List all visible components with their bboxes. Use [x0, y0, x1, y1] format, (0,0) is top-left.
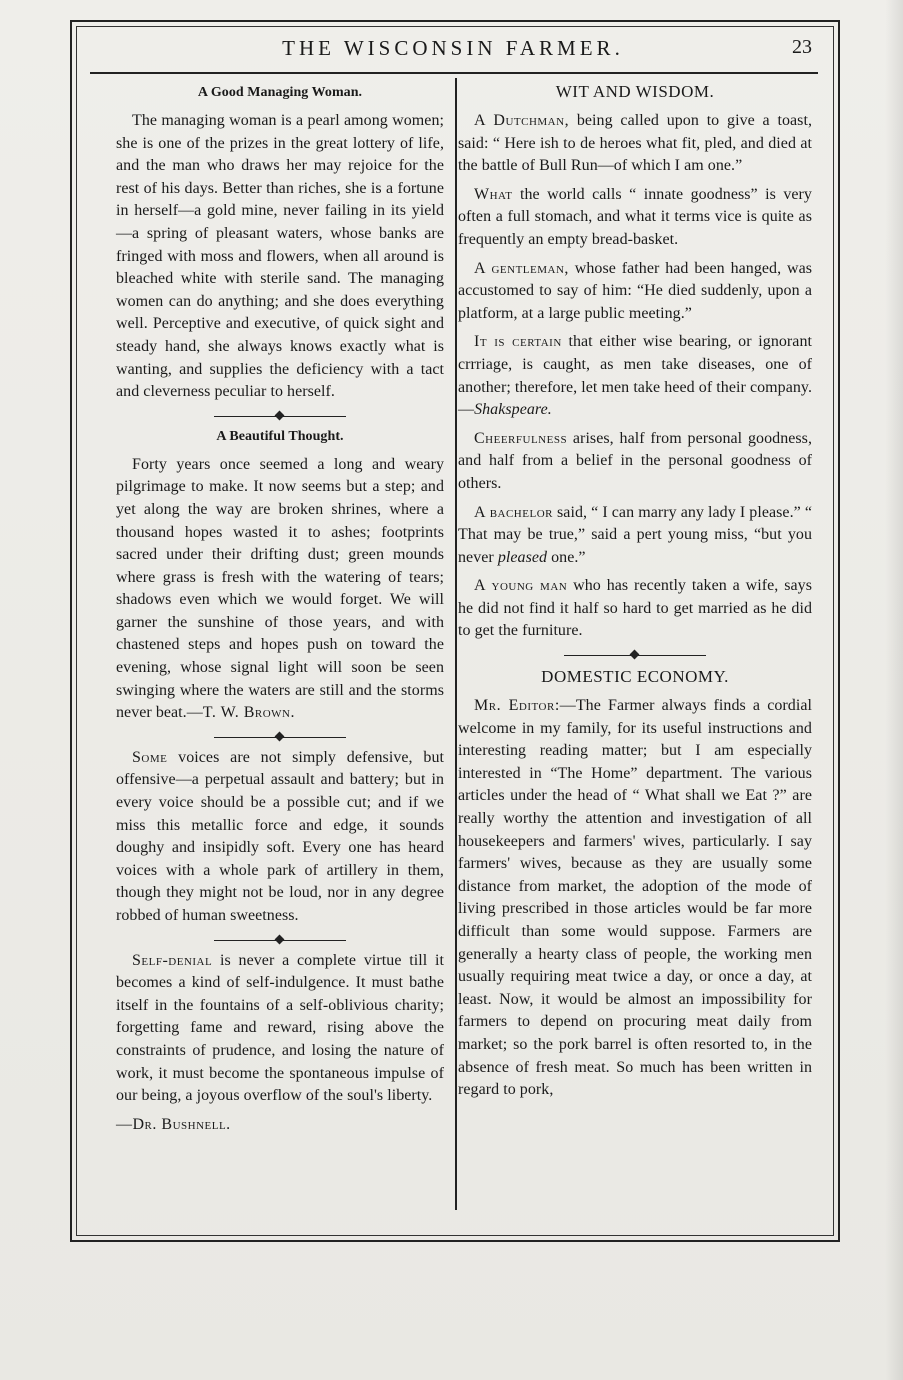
- domestic-text: —The Farmer always finds a cordial welcome in my family, for its useful instructions and interesting reading matter; but I am especially interested in “The Home” department. The various articles under the head of “ What shall we Eat ?” are really worthy the attention and investigation of all housekeepers and farmers' wives, particularly. I say farmers' wives, because as they are usually some distance from market, the adoption of the mode of living prescribed in those articles would be far more difficult than some would suppose. Farmers are generally a hearty class of people, the working men usually requiring meat twice a day, or once a day, at least. Now, it would be almost an impossibility for farmers to depend on procuring meat daily from market; so the pork barrel is often resorted to, in the absence of fresh meat. So much has been written in regard to pork,: [458, 697, 812, 1099]
- beautiful-thought-title: A Beautiful Thought.: [216, 428, 344, 444]
- wit-item-lead: What: [474, 185, 513, 203]
- self-denial-paragraph: [116, 950, 444, 1108]
- wit-item: [458, 428, 812, 496]
- wit-item-text: who has recently taken a wife, says he did not find it half so hard to get married as he did to get the furniture.: [458, 577, 812, 640]
- wit-and-wisdom-title: WIT AND WISDOM.: [555, 82, 715, 101]
- left-column: [116, 80, 444, 1142]
- wit-item-text: being called upon to give a toast, said: “ Here ish to de heroes what fit, pled, and died at the battle of Bull Run—of which I am one.”: [458, 112, 812, 175]
- wit-item-attribution: Shakspeare.: [474, 401, 552, 419]
- voices-paragraph: [116, 747, 444, 928]
- wit-item: [458, 575, 812, 643]
- wit-item-emphasis: pleased: [497, 548, 548, 566]
- beautiful-thought-paragraph: [116, 454, 444, 725]
- wit-item: [458, 110, 812, 178]
- section-separator: [116, 934, 444, 946]
- good-woman-title: A Good Managing Woman.: [197, 85, 363, 100]
- wit-item-text: that either wise bearing, or ignorant crrriage, is caught, as men take diseases, one of another; therefore, let men take heed of their company.—: [458, 333, 812, 419]
- wit-item-text: arises, half from personal goodness, and half from a belief in the personal goodness of others.: [458, 429, 812, 492]
- wit-item: [458, 331, 812, 421]
- self-denial-text: is never a complete virtue till it becomes a kind of self-indulgence. It must bathe itself in the fountains of a self-oblivious charity; forgetting fame and reward, rising above the constraints of prudence, and losing the nature of work, it must become the spontaneous impulse of our being, a joyous overflow of the soul's liberty.: [116, 951, 444, 1105]
- domestic-lead: Mr. Editor:: [474, 697, 560, 715]
- self-denial-signature-line: [116, 1114, 444, 1137]
- wit-item-text: said, “ I can marry any lady I please.” “ That may be true,” said a pert young miss, “but you never: [458, 503, 812, 566]
- wit-item: [458, 502, 812, 570]
- wit-item: [458, 258, 812, 326]
- wit-item-lead: A young man: [474, 577, 568, 595]
- beautiful-thought-text: Forty years once seemed a long and weary pilgrimage to make. It now seems but a step; and yet along the way are broken shrines, where a thousand hopes wasted it to ashes; footprints sacred under their drifting dust; green mounds where grass is fresh with the watering of tears; shadows even which we would forget. We will garner the sunshine of those years, and with chastened steps and hopes push on toward the evening, whose signal light will soon be seen swinging where the waters are still and the storms never beat.—: [116, 455, 444, 722]
- wit-item-lead: A Dutchman,: [474, 112, 570, 129]
- beautiful-thought-signature: T. W. Brown.: [202, 704, 295, 722]
- running-title: THE WISCONSIN FARMER.: [282, 36, 624, 60]
- voices-text: voices are not simply defensive, but offensive—a perpetual assault and battery; but in every voice should be a possible cut; and if we miss this metallic force and edge, it sounds doughy and insipidly soft. Every one has heard voices with a whole park of artillery in them, though they might not be loud, nor in any degree robbed of human sweetness.: [116, 748, 444, 924]
- header-rule: [90, 72, 818, 74]
- domestic-economy-paragraph: [458, 695, 812, 1102]
- section-separator: [116, 731, 444, 743]
- page-edge-shadow: [885, 0, 903, 1380]
- wit-item: [458, 184, 812, 252]
- section-separator: [458, 649, 812, 661]
- running-head: [90, 36, 816, 66]
- wit-item-lead: A bachelor: [474, 503, 553, 521]
- self-denial-signature: —Dr. Bushnell.: [116, 1115, 231, 1133]
- voices-lead: Some: [132, 748, 168, 766]
- wit-item-text: whose father had been hanged, was accustomed to say of him: “He died suddenly, upon a platform, at a large public meeting.”: [458, 259, 813, 322]
- self-denial-lead: Self-denial: [132, 951, 213, 969]
- wit-item-lead: It is certain: [474, 333, 562, 351]
- page-number: 23: [792, 36, 812, 58]
- wit-item-text: the world calls “ innate goodness” is very often a full stomach, and what it terms vice is quite as frequently an empty bread-basket.: [458, 185, 812, 248]
- wit-item-lead: A gentleman,: [474, 259, 569, 277]
- wit-item-lead: Cheerfulness: [474, 429, 568, 447]
- wit-item-end: one.”: [547, 548, 586, 566]
- right-column: [458, 80, 812, 1108]
- good-woman-text: The managing woman is a pearl among women; she is one of the prizes in the great lottery of life, and the man who draws her may rejoice for the rest of his days. Better than riches, she is a fortune in herself—a gold mine, never failing in its yield—a spring of pleasant waters, whose banks are fringed with moss and flowers, when all around is bleached white with sterile sand. The managing women can do anything; and she does everything well. Perceptive and executive, of quick sight and steady hand, she always knows exactly what is wanting, and supplies the deficiency with a tact and cleverness peculiar to herself.: [116, 112, 444, 401]
- column-divider: [455, 78, 457, 1210]
- domestic-economy-title: DOMESTIC ECONOMY.: [541, 667, 729, 687]
- section-separator: [116, 410, 444, 422]
